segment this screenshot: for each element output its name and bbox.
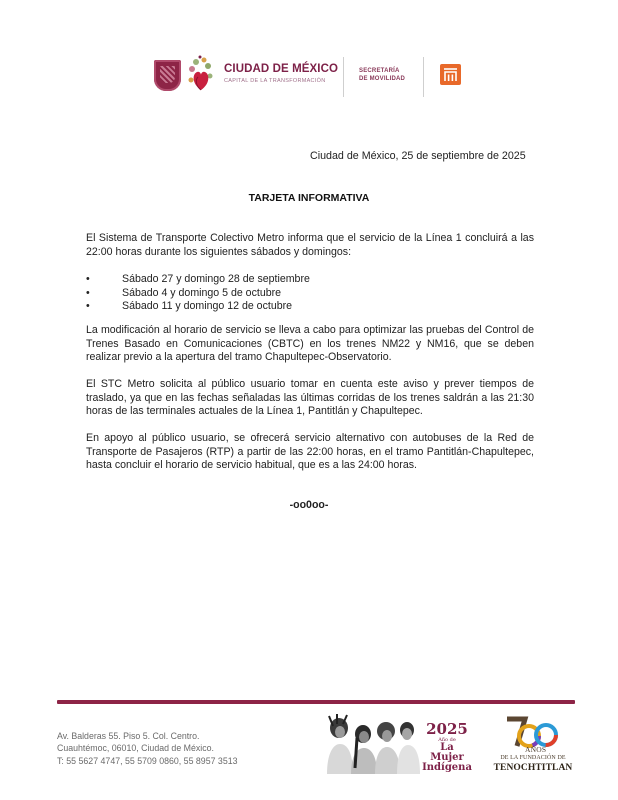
list-item [86,273,310,287]
metro-m-icon [440,64,461,85]
letterhead [0,0,618,110]
header-divider [423,57,424,97]
mujer-indigena-logo [422,722,472,773]
bullet-icon: • [86,273,90,285]
address-line: Cuauhtémoc, 06010, Ciudad de México. [57,743,214,754]
year-small-text: Año de [438,737,456,743]
secretaria-line1: SECRETARÍA [359,68,400,74]
tenochtitlan-text: TENOCHTITLAN [493,763,573,773]
paragraph-notice: El STC Metro solicita al público usuario tomar en cuenta este aviso y prever tiempos de traslado, ya que en las fechas señaladas las últimas corridas de los trenes saldrán a las 21:30 horas de las terminales actuales de la Línea 1, Pantitlán y Chapultepec. [86,378,534,418]
brand-subtitle: CAPITAL DE LA TRANSFORMACIÓN [224,78,326,84]
footer-divider [57,700,575,704]
secretaria-label [359,67,405,83]
year-text: 2025 [426,720,468,738]
footer-address [57,730,238,767]
bullet-icon: • [86,286,90,299]
phone-line: T: 55 5627 4747, 55 5709 0860, 55 8957 3513 [57,755,238,766]
list-item [86,287,310,301]
address-line: Av. Balderas 55. Piso 5. Col. Centro. [57,731,200,741]
mujer-line1: La Mujer [430,742,464,763]
header-divider [343,57,344,97]
dates-list [86,273,310,314]
bullet-icon: • [86,300,90,313]
anos-text: AÑOS [525,745,547,754]
tenochtitlan-700-logo [485,716,581,778]
list-item [86,300,310,314]
mujer-line2: Indígena [422,762,472,773]
paragraph-alternative-service: En apoyo al público usuario, se ofrecerá servicio alternativo con autobuses de la Red de Transporte de Pasajeros (RTP) a partir de las 22:00 horas, en el tramo Pantitlán-Chapultepec, hasta concluir el horario de servicio habitual, que es a las 24:00 horas. [86,432,534,472]
coat-of-arms-icon [154,60,181,91]
indigenous-women-illustration-icon [323,714,421,774]
list-item-text: Sábado 27 y domingo 28 de septiembre [122,273,310,285]
date-line: Ciudad de México, 25 de septiembre de 2025 [310,150,526,162]
paragraph-intro: El Sistema de Transporte Colectivo Metro informa que el servicio de la Línea 1 concluirá a las 22:00 horas durante los siguientes sábados y domingos: [86,232,534,258]
secretaria-line2: DE MOVILIDAD [359,76,406,82]
list-item-text: Sábado 4 y domingo 5 de octubre [122,286,282,299]
heart-flower-emblem-icon [186,54,216,94]
fundacion-text: DE LA FUNDACIÓN DE [500,755,566,761]
brand-title: CIUDAD DE MÉXICO [224,63,339,75]
closing-mark: -oo0oo- [289,499,329,511]
list-item-text: Sábado 11 y domingo 12 de octubre [122,300,293,313]
paragraph-reason: La modificación al horario de servicio se lleva a cabo para optimizar las pruebas del Control de Trenes Basado en Comunicaciones (CBTC) en los trenes NM22 y NM16, que se deben realizar previo a la apertura del tramo Chapultepec-Observatorio. [86,324,534,364]
document-title: TARJETA INFORMATIVA [248,192,370,204]
